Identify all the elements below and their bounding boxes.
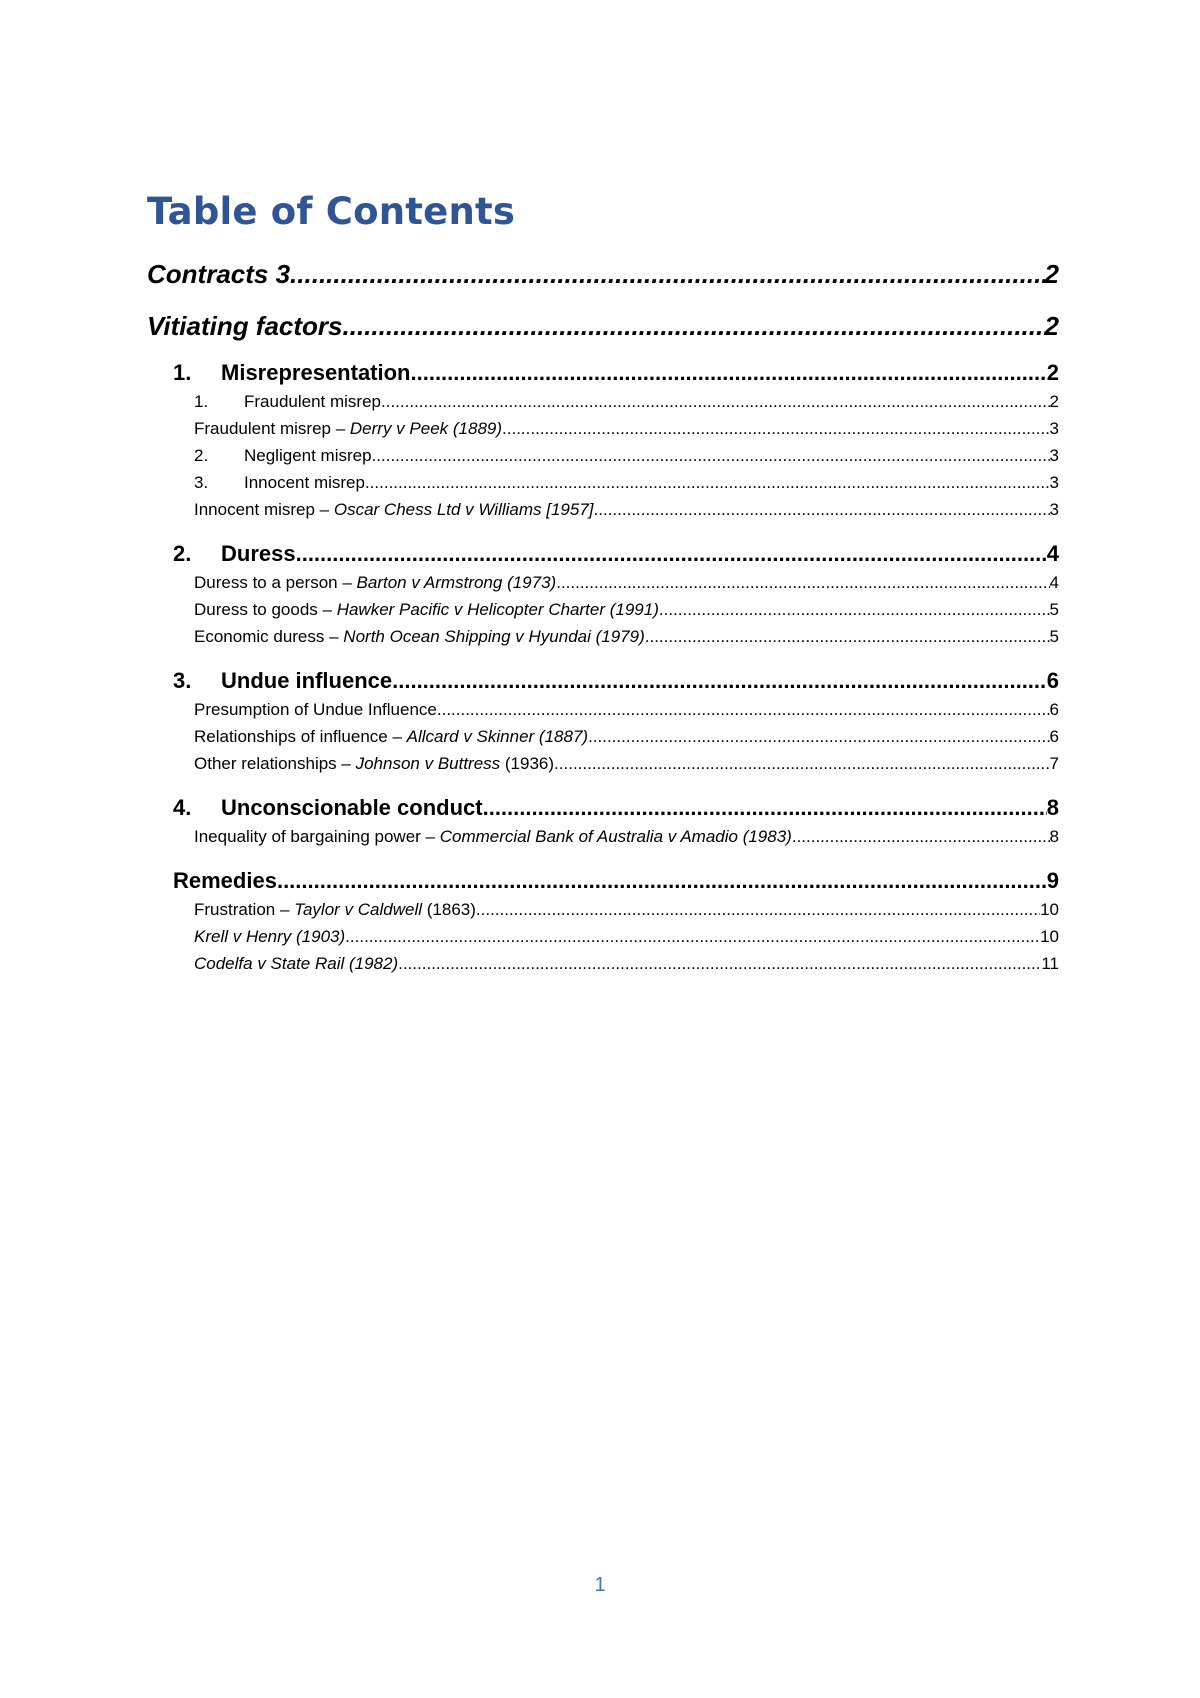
dot-leader bbox=[296, 539, 1047, 569]
page-number: 7 bbox=[1049, 754, 1059, 773]
page-number: 10 bbox=[1040, 927, 1059, 946]
page-number: 2 bbox=[1046, 360, 1059, 385]
page-number: 10 bbox=[1040, 900, 1059, 919]
page-number: 4 bbox=[1049, 573, 1059, 592]
dot-leader bbox=[588, 723, 1049, 750]
footer-page-number: 1 bbox=[594, 1574, 606, 1596]
toc-entry-duress[interactable]: 2. Duress ..... 4 bbox=[173, 539, 1059, 569]
toc-entry-krell-v-henry[interactable]: Krell v Henry (1903) ..... 10 bbox=[194, 923, 1059, 950]
page-number: 3 bbox=[1049, 419, 1059, 438]
page-number: 5 bbox=[1049, 627, 1059, 646]
dot-leader bbox=[345, 923, 1040, 950]
dot-leader bbox=[554, 750, 1049, 777]
page-number: 2 bbox=[1044, 259, 1059, 289]
toc-entry-duress-to-goods[interactable]: Duress to goods – Hawker Pacific v Helicopter Charter (1991) ..... 5 bbox=[194, 596, 1059, 623]
toc-entry-oscar-chess[interactable]: Innocent misrep – Oscar Chess Ltd v Williams [1957] ..... 3 bbox=[194, 496, 1059, 523]
page-number: 3 bbox=[1049, 500, 1059, 519]
toc-entry-relationships-of-influence[interactable]: Relationships of influence – Allcard v Skinner (1887) ..... 6 bbox=[194, 723, 1059, 750]
page-number: 6 bbox=[1046, 668, 1059, 693]
toc-entry-duress-to-person[interactable]: Duress to a person – Barton v Armstrong (1973) ..... 4 bbox=[194, 569, 1059, 596]
toc-entry-remedies[interactable]: Remedies ..... 9 bbox=[173, 866, 1059, 896]
page-number: 11 bbox=[1041, 954, 1059, 973]
toc-entry-derry-v-peek[interactable]: Fraudulent misrep – Derry v Peek (1889) ..... 3 bbox=[194, 415, 1059, 442]
toc-entry-other-relationships[interactable]: Other relationships – Johnson v Buttress (1936) ..... 7 bbox=[194, 750, 1059, 777]
toc-entry-vitiating-factors[interactable]: Vitiating factors ..... 2 bbox=[147, 306, 1059, 346]
dot-leader bbox=[411, 358, 1047, 388]
toc-entry-undue-influence[interactable]: 3. Undue influence ..... 6 bbox=[173, 666, 1059, 696]
dot-leader bbox=[556, 569, 1049, 596]
dot-leader bbox=[437, 696, 1050, 723]
page-number: 2 bbox=[1044, 311, 1059, 341]
page-number: 9 bbox=[1046, 868, 1059, 893]
page-number: 5 bbox=[1049, 600, 1059, 619]
toc-entry-misrepresentation[interactable]: 1. Misrepresentation ..... 2 bbox=[173, 358, 1059, 388]
dot-leader bbox=[381, 388, 1050, 415]
dot-leader bbox=[476, 896, 1040, 923]
dot-leader bbox=[372, 442, 1050, 469]
dot-leader bbox=[594, 496, 1050, 523]
page-number: 4 bbox=[1046, 541, 1059, 566]
dot-leader bbox=[659, 596, 1050, 623]
page-number: 3 bbox=[1049, 446, 1059, 465]
toc-entry-codelfa[interactable]: Codelfa v State Rail (1982) ..... 11 bbox=[194, 950, 1059, 977]
dot-leader bbox=[392, 666, 1047, 696]
toc-entry-inequality-bargaining[interactable]: Inequality of bargaining power – Commercial Bank of Australia v Amadio (1983) ..... 8 bbox=[194, 823, 1059, 850]
page-number: 6 bbox=[1049, 727, 1059, 746]
dot-leader bbox=[398, 950, 1041, 977]
table-of-contents bbox=[147, 254, 1059, 977]
page-number: 3 bbox=[1049, 473, 1059, 492]
toc-entry-unconscionable-conduct[interactable]: 4. Unconscionable conduct ..... 8 bbox=[173, 793, 1059, 823]
toc-entry-contracts-3[interactable]: Contracts 3 ..... 2 bbox=[147, 254, 1059, 294]
dot-leader bbox=[502, 415, 1050, 442]
page-number: 6 bbox=[1049, 700, 1059, 719]
toc-entry-fraudulent-misrep[interactable]: 1. Fraudulent misrep ..... 2 bbox=[194, 388, 1059, 415]
dot-leader bbox=[483, 793, 1047, 823]
page-number: 2 bbox=[1049, 392, 1059, 411]
dot-leader bbox=[343, 306, 1045, 346]
toc-entry-frustration[interactable]: Frustration – Taylor v Caldwell (1863) ..... 10 bbox=[194, 896, 1059, 923]
dot-leader bbox=[365, 469, 1050, 496]
dot-leader bbox=[277, 866, 1047, 896]
toc-entry-presumption[interactable]: Presumption of Undue Influence ..... 6 bbox=[194, 696, 1059, 723]
dot-leader bbox=[792, 823, 1050, 850]
toc-entry-negligent-misrep[interactable]: 2. Negligent misrep ..... 3 bbox=[194, 442, 1059, 469]
dot-leader bbox=[290, 254, 1044, 294]
toc-entry-economic-duress[interactable]: Economic duress – North Ocean Shipping v Hyundai (1979) ..... 5 bbox=[194, 623, 1059, 650]
toc-heading: Table of Contents bbox=[147, 190, 516, 233]
dot-leader bbox=[645, 623, 1050, 650]
page-number: 8 bbox=[1046, 795, 1059, 820]
toc-entry-innocent-misrep[interactable]: 3. Innocent misrep ..... 3 bbox=[194, 469, 1059, 496]
page-number: 8 bbox=[1049, 827, 1059, 846]
